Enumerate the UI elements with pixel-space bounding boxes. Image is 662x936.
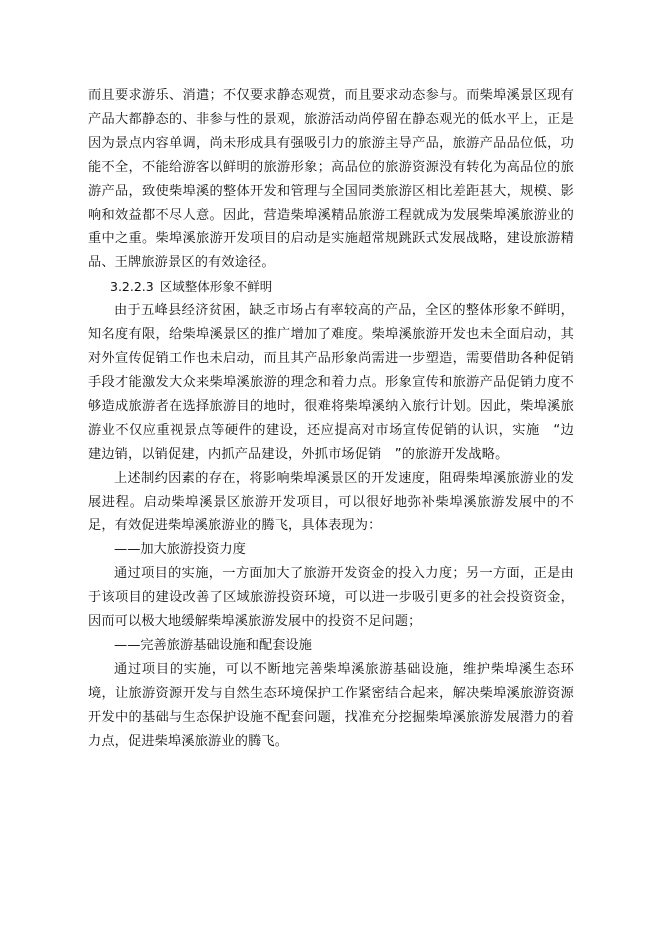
section-heading-3-2-2-3 — [88, 275, 574, 299]
dash-item-investment: ——加大旅游投资力度 — [114, 542, 246, 558]
section-number: 3.2.2.3 — [110, 279, 154, 295]
paragraph-constraints-summary: 上述制约因素的存在，将影响柴埠溪景区的开发速度，阻碍柴埠溪旅游业的发展进程。启动柴埠溪景区旅游开发项目，可以很好地弥补柴埠溪旅游发展中的不足，有效促进柴埠溪旅游业的腾飞，具体表现为： — [88, 470, 574, 534]
paragraph-investment: 通过项目的实施，一方面加大了旅游开发资金的投入力度；另一方面，正是由于该项目的建设改善了区域旅游投资环境，可以进一步吸引更多的社会投资资金，因而可以极大地缓解柴埠溪旅游发展中的投资不足问题； — [88, 566, 574, 630]
paragraph-regional-image: 由于五峰县经济贫困，缺乏市场占有率较高的产品，全区的整体形象不鲜明，知名度有限，给柴埠溪景区的推广增加了难度。柴埠溪旅游开发也未全面启动，其对外宣传促销工作也未启动，而且其产品形象尚需进一步塑造，需要借助各种促销手段才能激发大众来柴埠溪旅游的理念和着力点。形象宣传和旅游产品促销力度不够造成旅游者在选择旅游目的地时，很难将柴埠溪纳入旅行计划。因此，柴埠溪旅游业不仅应重视景点等硬件的建设，还应提高对市场宣传促销的认识，实施 “边建边销，以销促建，内抓产品建设，外抓市场促销 ”的旅游开发战略。 — [88, 303, 574, 462]
section-title: 区域整体形象不鲜明 — [159, 279, 273, 295]
document-page — [88, 84, 574, 754]
dash-item-infrastructure: ——完善旅游基础设施和配套设施 — [114, 638, 312, 654]
paragraph-infrastructure: 通过项目的实施，可以不断地完善柴埠溪旅游基础设施，维护柴埠溪生态环境，让旅游资源开发与自然生态环境保护工作紧密结合起来，解决柴埠溪旅游资源开发中的基础与生态保护设施不配套问题，找准充分挖掘柴埠溪旅游发展潜力的着力点，促进柴埠溪旅游业的腾飞。 — [88, 662, 574, 749]
paragraph-product-quality: 而且要求游乐、消遣；不仅要求静态观赏，而且要求动态参与。而柴埠溪景区现有产品大都静态的、非参与性的景观，旅游活动尚停留在静态观光的低水平上，正是因为景点内容单调，尚未形成具有强吸引力的旅游主导产品，旅游产品品位低，功能不全，不能给游客以鲜明的旅游形象；高品位的旅游资源没有转化为高品位的旅游产品，致使柴埠溪的整体开发和管理与全国同类旅游区相比差距甚大，规模、影响和效益都不尽人意。因此，营造柴埠溪精品旅游工程就成为发展柴埠溪旅游业的重中之重。柴埠溪旅游开发项目的启动是实施超常规跳跃式发展战略，建设旅游精品、王牌旅游景区的有效途径。 — [88, 88, 574, 271]
